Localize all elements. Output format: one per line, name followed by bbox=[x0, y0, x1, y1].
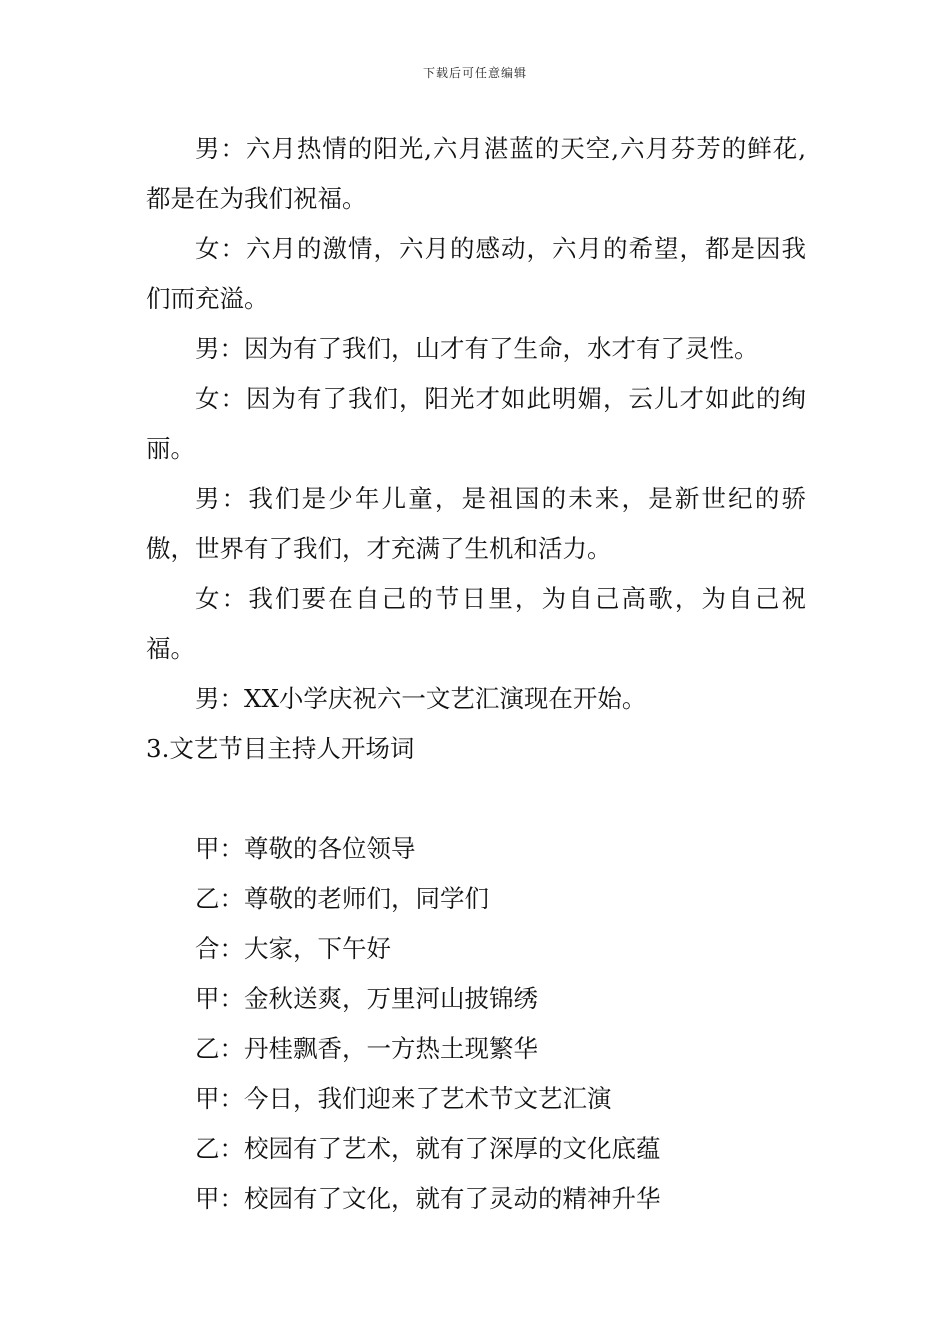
paragraph: 男：XX小学庆祝六一文艺汇演现在开始。 bbox=[195, 684, 647, 713]
dialogue-line: 乙：校园有了艺术，就有了深厚的文化底蕴 bbox=[195, 1134, 661, 1163]
paragraph: 男：我们是少年儿童，是祖国的未来，是新世纪的骄傲，世界有了我们，才充满了生机和活力。 bbox=[146, 484, 806, 563]
section-heading: 3.文艺节目主持人开场词 bbox=[146, 734, 415, 763]
paragraph: 女：因为有了我们，阳光才如此明媚，云儿才如此的绚丽。 bbox=[146, 384, 806, 463]
paragraph: 女：我们要在自己的节日里，为自己高歌，为自己祝福。 bbox=[146, 584, 806, 663]
dialogue-line: 甲：金秋送爽，万里河山披锦绣 bbox=[195, 984, 538, 1013]
paragraph: 男：因为有了我们，山才有了生命，水才有了灵性。 bbox=[195, 334, 759, 363]
paragraph: 女：六月的激情，六月的感动，六月的希望，都是因我们而充溢。 bbox=[146, 234, 806, 313]
page-header: 下载后可任意编辑 bbox=[422, 66, 527, 80]
dialogue-line: 甲：校园有了文化，就有了灵动的精神升华 bbox=[195, 1184, 661, 1213]
dialogue-line: 合：大家，下午好 bbox=[195, 934, 391, 963]
document-body bbox=[146, 124, 806, 1224]
blank-line bbox=[146, 774, 806, 824]
dialogue-line: 甲：今日，我们迎来了艺术节文艺汇演 bbox=[195, 1084, 612, 1113]
dialogue-line: 乙：尊敬的老师们，同学们 bbox=[195, 884, 489, 913]
paragraph: 男：六月热情的阳光,六月湛蓝的天空,六月芬芳的鲜花,都是在为我们祝福。 bbox=[146, 134, 806, 213]
dialogue-line: 甲：尊敬的各位领导 bbox=[195, 834, 416, 863]
dialogue-line: 乙：丹桂飘香，一方热土现繁华 bbox=[195, 1034, 538, 1063]
